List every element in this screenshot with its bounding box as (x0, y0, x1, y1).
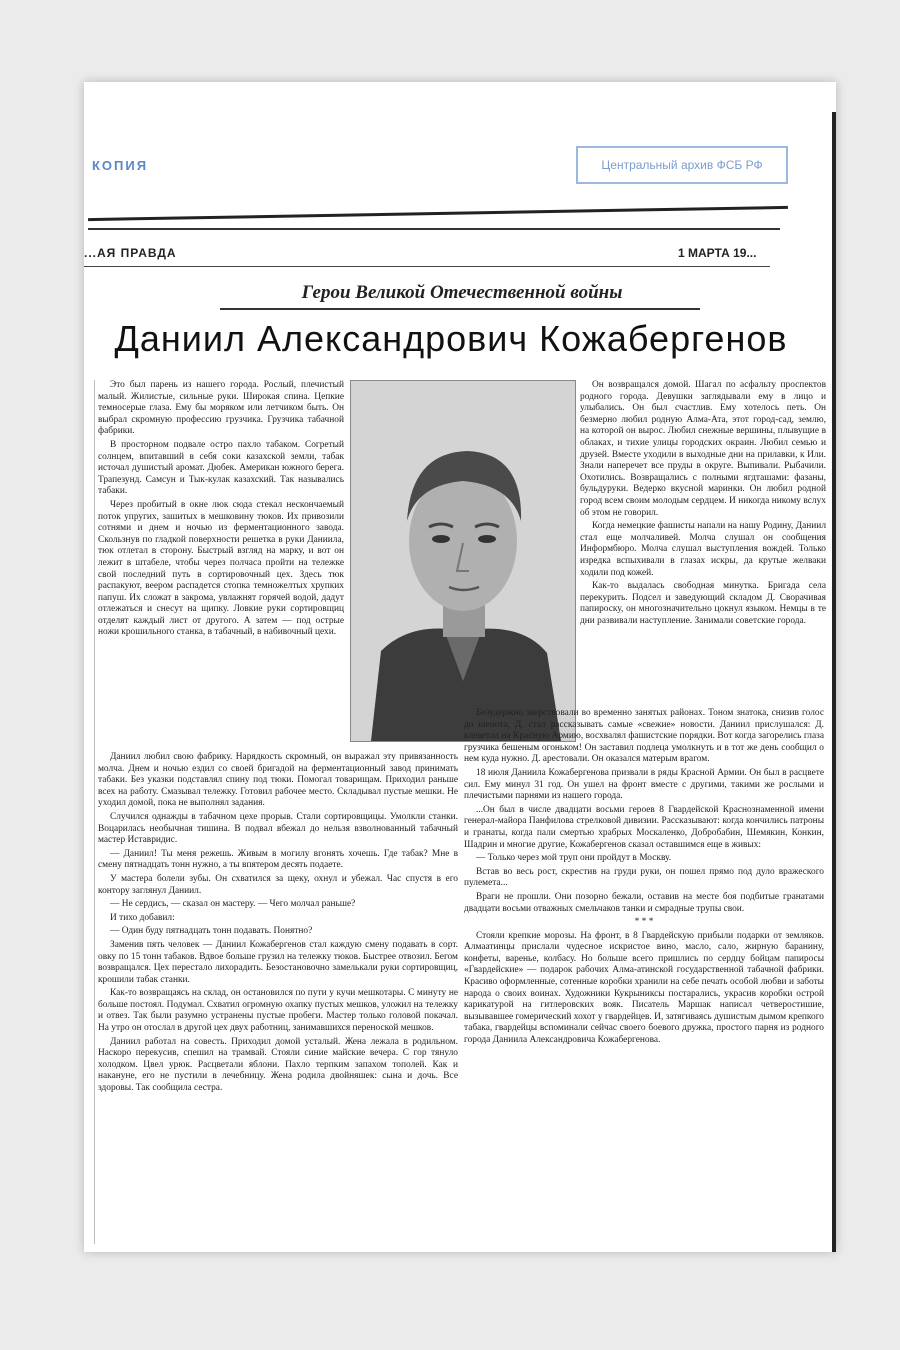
paragraph: Как-то возвращаясь на склад, он остановился по пути у кучи мешкотары. С минуту не больше постоял. Подумал. Схватил огромную охапку пустых мешков, уложил на тележку и отвез. Так были разумно устранены пустые пробеги. Мастер только головой покачал. На утро он отослал в другой цех двух работниц, занимавшихся переноской мешков. (98, 988, 458, 1034)
paragraph: Безудержно зверствовали во временно занятых районах. Тоном знатока, снизив голос до шепота, Д. стал рассказывать самые «свежие» новости. Даниил прислушался: Д. клеветал на Красную Армию, восхвалял фашистские порядки. Вот когда загорелись глаза грузчика бешеным огоньком! Он заставил подлеца умолкнуть и в тот же день сообщил о нем куда нужно. Д. арестовали. Он оказался матерым врагом. (464, 708, 824, 765)
paragraph: Случился однажды в табачном цехе прорыв. Стали сортировщицы. Умолкли станки. Воцарилась необычная тишина. В подвал вбежал до нельзя взволнованный табачный мастер Иставридис. (98, 811, 458, 846)
article-column-left (98, 380, 344, 782)
paragraph: И тихо добавил: (110, 912, 175, 923)
paragraph: 18 июля Даниила Кожабергенова призвали в ряды Красной Армии. Он был в расцвете сил. Ему минул 31 год. Он ушел на фронт вместе с другими, такими же рослыми и плечистыми парнями из нашего города. (464, 767, 824, 802)
copy-stamp: КОПИЯ (92, 158, 149, 173)
paragraph: Через пробитый в окне люк сюда стекал нескончаемый поток упругих, зашитых в мешковину тюков. Их привозили сотнями и днем и ночью из ферментационного завода. Скользнув по гладкой поверхности решетка в руки Даниила, тюк отлетал в сторону. Быстрый взгляд на марку, и вот он лежит в штабеле, чтобы через полчаса пройти на тележке свой последний путь в сортировочный цех. Здесь тюк распакуют, веером распадется стопка темножелтых хрупких папуш. Их сложат в закрома, увлажнят горячей водой, дадут отлежаться и снесут на щипку. Ловкие руки сортировщиц отделят каждый лист от другого. А затем — под острые ножи крошильного станка, в табачный, в набивочный цехи. (98, 499, 344, 638)
paragraph: — Только через мой труп они пройдут в Москву. (476, 853, 672, 864)
paragraph: Стояли крепкие морозы. На фронт, в 8 Гвардейскую прибыли подарки от земляков. Алмаатинцы прислали чудесное искристое вино, масло, сало, жирную баранину, конфеты, варенье, колбасу. Но больше всего пришлись по сердцу бойцам папиросы «Гвардейские» — подарок рабочих Алма-атинской государственной табачной фабрики. Красиво оформленные, сотенные коробки хранили на себе печать особой любви и заботы народа о своих воинах. Художники Кукрыниксы постарались, украсив коробки острой карикатурой на гитлеровских вояк. Писатель Маршак написал четверостишие, вызывавшее гомерический хохот у гвардейцев. И, затягиваясь душистым дымом крепкого табака, гвардейцы вспоминали сейчас своего боевого дружка, простого парня из родного города Даниила Александровича Кожабергенова. (464, 930, 824, 1046)
newspaper-name: ...АЯ ПРАВДА (84, 246, 177, 260)
scan-edge-shadow (832, 112, 836, 1252)
paragraph: Когда немецкие фашисты напали на нашу Родину, Даниил стал еще молчаливей. Молча слушал он сообщения Информбюро. Молча слушал выступления вождей. Только изредка вспыхивали в глазах искры, да крутые желваки ходили под кожей. (580, 521, 826, 578)
section-separator: * * * (634, 917, 654, 928)
portrait-illustration (351, 381, 575, 741)
masthead-rule (88, 228, 780, 230)
archive-stamp-label: Центральный архив ФСБ РФ (601, 158, 763, 172)
paragraph: — Не сердись, — сказал он мастеру. — Чего молчал раньше? (110, 899, 356, 910)
newspaper-clipping (84, 82, 836, 1252)
kicker-underline (220, 308, 700, 310)
paragraph: У мастера болели зубы. Он схватился за щеку, охнул и убежал. Час спустя в его контору заглянул Даниил. (98, 873, 458, 896)
article-column-lower-left (98, 752, 458, 1244)
paragraph: Как-то выдалась свободная минутка. Бригада села перекурить. Подсел и заведующий складом Д. Сворачивая папироску, он многозначительно цокнул языком. Немцы в те дни развивали наступление. Занимали советские города. (580, 581, 826, 626)
column-border (94, 380, 95, 1244)
paragraph: — Даниил! Ты меня режешь. Живым в могилу вгонять хочешь. Где табак? Мне в смену пятнадцать тонн нужно, а ты впятером десять подаете. (98, 848, 458, 871)
header-divider (84, 266, 770, 267)
issue-date: 1 МАРТА 19... (678, 246, 757, 260)
paragraph: Это был парень из нашего города. Рослый, плечистый малый. Жилистые, сильные руки. Широкая спина. Цепкие темносерые глаза. Ему бы моряком или летчиком быть. Он выбрал скромную профессию грузчика. Грузчика табачной фабрики. (98, 380, 344, 437)
paragraph: Враги не прошли. Они позорно бежали, оставив на месте боя подбитые гранатами двадцати восьми отважных смельчаков танки и смрадные трупы свои. (464, 891, 824, 914)
article-headline: Даниил Александрович Кожабергенов (114, 318, 788, 359)
paragraph: Даниил любил свою фабрику. Нарядкость скромный, он выражал эту привязанность молча. Днем и ночью ездил со своей бригадой на ферментационный завод принимать табаки. Без указки подставлял спину под тюки. Помогал товарищам. Приходил раньше всех на работу. Смазывал тележку. Готовил рабочее место. Складывал пустые мешки. Не уходил домой, пока не выполнял задания. (98, 752, 458, 809)
section-kicker: Герои Великой Отечественной войны (301, 282, 623, 303)
paragraph: Заменив пять человек — Даниил Кожабергенов стал каждую смену подавать в сорт. овку по 15 тонн табаков. Вдвое больше грузил на тележку тюков. Быстрее отвозил. Бегом возвращался. Цех перестало лихорадить. Безостановочно замелькали руки сортировщиц, крошили табак станки. (98, 939, 458, 985)
paragraph: В просторном подвале остро пахло табаком. Согретый солнцем, впитавший в себя соки казахской земли, табак источал душистый аромат. Дюбек. Американ южного берега. Трапезунд. Самсун и Тык-кулак казахский. Так назывались табаки. (98, 439, 344, 497)
archive-stamp (576, 146, 788, 184)
portrait-photo (350, 380, 576, 742)
paragraph: ...Он был в числе двадцати восьми героев 8 Гвардейской Краснознаменной имени генерал-майора Панфилова стрелковой дивизии. Рассказывают: когда кончились патроны и гранаты, когда пали смертью храбрых Москаленко, Добробабин, Шемякин, Конкин, Шадрин и многие другие, Кожабергенов сказал оставшимся еще в живых: (464, 804, 824, 850)
torn-edge-rule (88, 206, 788, 221)
paragraph: Он возвращался домой. Шагал по асфальту проспектов родного города. Девушки заглядывали ему в лицо и улыбались. Он был счастлив. Ему хотелось петь. Он безмерно любил родную Алма-Ата, этот город-сад, землю, на которой он вырос. Любил снежные вершины, плывущие в облаках, и тихие улицы городских окраин. Любил семью и друзей. Вместе уходили в выходные дни на прилавки, к Или. Знали наперечет все пруды в округе. Выпивали. Рыбачили. Охотились. Возвращались с полными ягдташами: фазаны, бульдуруки. Ведерко вкусной маринки. Он любил родной город всем своим молодым сердцем. И никогда никому вслух об этом не говорил. (580, 380, 826, 518)
article-column-right (580, 380, 826, 708)
paragraph: Даниил работал на совесть. Приходил домой усталый. Жена лежала в родильном. Наскоро перекусив, спешил на трамвай. Стояли синие майские вечера. С гор тянуло холодком. Цвел урюк. Расцветали яблони. Пахло терпким запахом тополей. Как и накануне, его не пустили в лечебницу. Жена родила двойняшек: сына и дочь. Все здоровы. Так сообщила сестра. (98, 1036, 458, 1094)
article-column-lower-right (464, 708, 824, 1244)
paragraph: Встав во весь рост, скрестив на груди руки, он пошел прямо под дуло вражеского пулемета... (464, 866, 824, 889)
paragraph: — Один буду пятнадцать тонн подавать. Понятно? (110, 926, 313, 937)
